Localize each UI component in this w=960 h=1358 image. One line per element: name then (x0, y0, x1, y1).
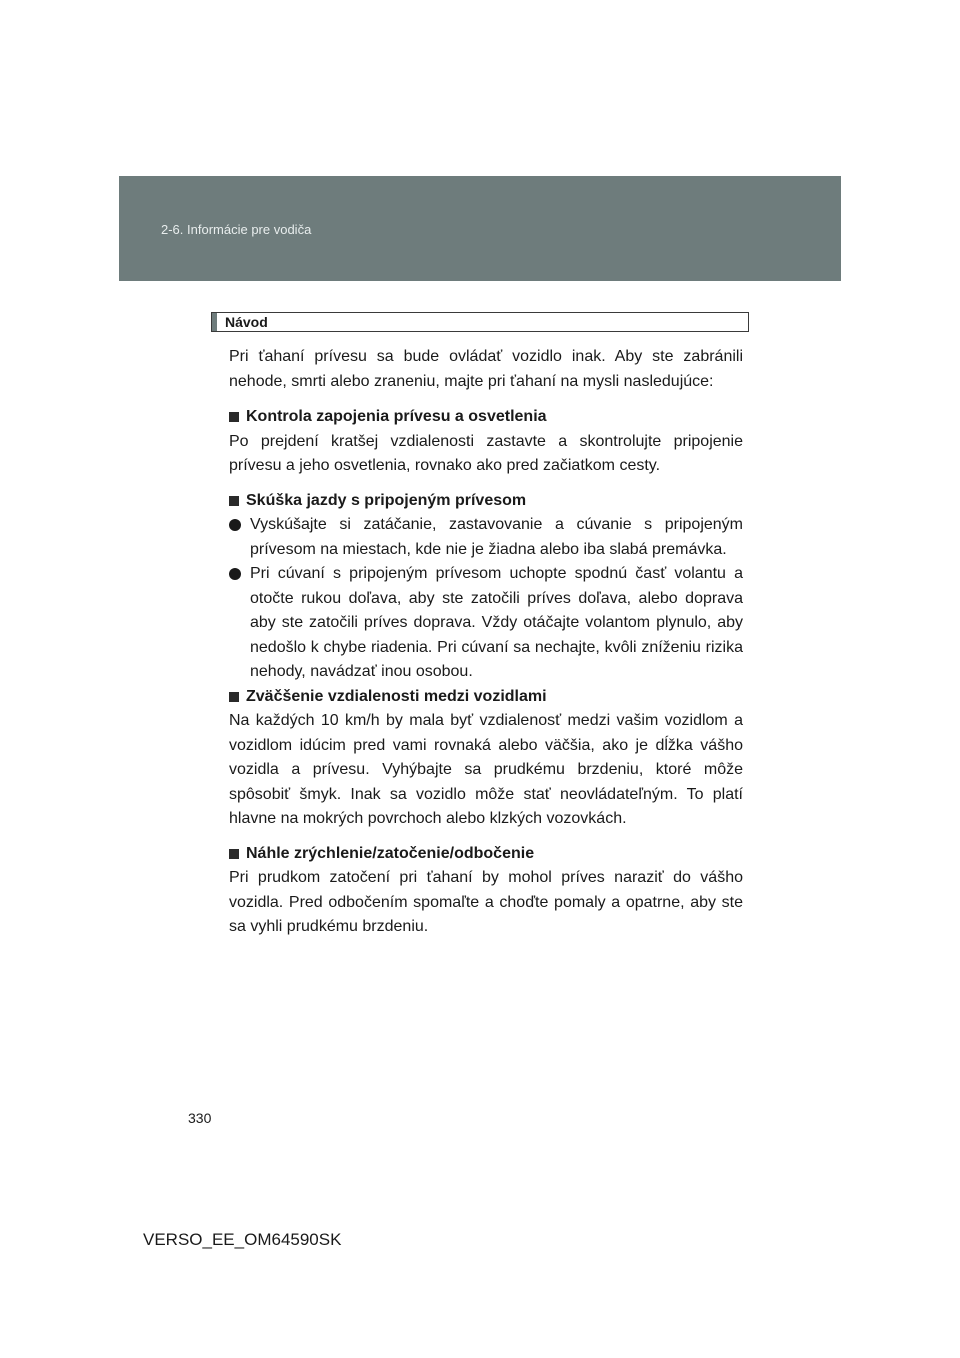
section-heading (229, 405, 743, 430)
round-bullet-icon (229, 519, 241, 531)
section-body: Pri prudkom zatočení pri ťahaní by mohol príves naraziť do vášho vozidla. Pred odbočením spomaľte a choďte pomaly a opatrne, aby ste sa vyhli prudkému brzdeniu. (229, 869, 743, 935)
bullet-item (229, 513, 743, 562)
section-test-drive (229, 489, 743, 685)
section-distance (229, 685, 743, 832)
caution-box (211, 312, 749, 332)
section-heading-text: Kontrola zapojenia prívesu a osvetlenia (246, 408, 547, 425)
caution-content (229, 345, 743, 950)
section-heading (229, 489, 743, 514)
square-bullet-icon (229, 692, 239, 702)
section-label: 2-6. Informácie pre vodiča (161, 222, 312, 237)
page-number: 330 (188, 1110, 212, 1126)
section-heading (229, 685, 743, 710)
section-body: Po prejdení kratšej vzdialenosti zastavte a skontrolujte pripojenie prívesu a jeho osvetlenia, rovnako ako pred začiatkom cesty. (229, 432, 743, 474)
square-bullet-icon (229, 849, 239, 859)
document-code: VERSO_EE_OM64590SK (143, 1230, 342, 1249)
bullet-item (229, 562, 743, 685)
intro-paragraph: Pri ťahaní prívesu sa bude ovládať vozidlo inak. Aby ste zabránili nehode, smrti alebo zraneniu, majte pri ťahaní na mysli nasledujúce: (229, 348, 743, 390)
caution-bar (212, 313, 217, 331)
square-bullet-icon (229, 412, 239, 422)
caution-title: Návod (225, 314, 268, 330)
header-band (119, 176, 841, 281)
round-bullet-icon (229, 568, 241, 580)
section-heading-text: Náhle zrýchlenie/zatočenie/odbočenie (246, 844, 535, 862)
square-bullet-icon (229, 496, 239, 506)
section-trailer-check (229, 405, 743, 479)
section-heading-text: Skúška jazdy s pripojeným prívesom (246, 491, 527, 509)
section-body: Na každých 10 km/h by mala byť vzdialenosť medzi vašim vozidlom a vozidlom idúcim pred vami rovnaká alebo väčšia, ako je dĺžka vášho vozidla a prívesu. Vyhýbajte sa prudkému brzdeniu, ktoré môže spôsobiť šmyk. Inak sa vozidlo môže stať neovládateľným. To platí hlavne na mokrých povrchoch alebo klzkých vozovkách. (229, 712, 743, 827)
bullet-text: Vyskúšajte si zatáčanie, zastavovanie a cúvanie s pripojeným prívesom na miestach, kde nie je žiadna alebo iba slabá premávka. (250, 516, 743, 558)
section-heading-text: Zväčšenie vzdialenosti medzi vozidlami (246, 687, 547, 705)
bullet-text: Pri cúvaní s pripojeným prívesom uchopte spodnú časť volantu a otočte rukou doľava, aby ste zatočili príves doľava, alebo doprava aby ste zatočili príves doprava. Vždy otáčajte volantom plynulo, aby nedošlo k chybe riadenia. Pri cúvaní sa nechajte, kvôli zníženiu rizika nehody, navádzať inou osobou. (250, 565, 743, 680)
section-heading (229, 842, 743, 867)
section-sudden-maneuver (229, 842, 743, 940)
